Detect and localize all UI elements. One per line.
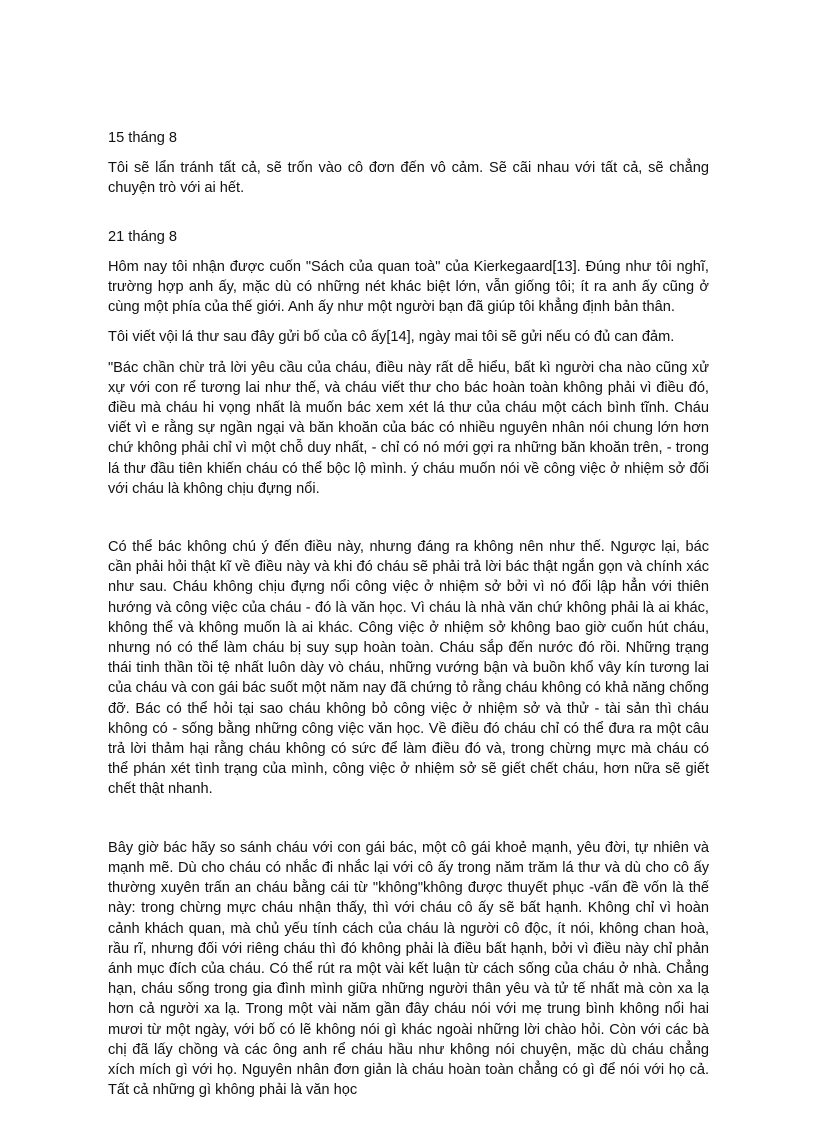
entry-spacer [108, 209, 709, 227]
letter-paragraph: Bây giờ bác hãy so sánh cháu với con gái bác, một cô gái khoẻ mạnh, yêu đời, tự nhiên và mạnh mẽ. Dù cho cháu có nhắc đi nhắc lại với cô ấy trong năm trăm lá thư và dù cho cô ấy thường xuyên trấn an cháu bằng cái từ "không"không được thuyết phục -vấn đề vốn là thế này: trong chừng mực cháu nhận thấy, thì với cháu cô ấy sẽ bất hạnh. Không chỉ vì hoàn cảnh khách quan, mà chủ yếu tính cách của cháu là người cô độc, ít nói, không chan hoà, rầu rĩ, nhưng đối với riêng cháu thì đó không phải là điều bất hạnh, bởi vì điều này chỉ phản ánh mục đích của cháu. Có thể rút ra một vài kết luận từ cách sống của cháu ở nhà. Chẳng hạn, cháu sống trong gia đình mình giữa những người thân yêu và tử tế nhất mà còn xa lạ hơn cả người xa lạ. Trong một vài năm gần đây cháu nói với mẹ trung bình không nổi hai mươi từ một ngày, với bố có lẽ không nói gì khác ngoài những lời chào hỏi. Còn với các bà chị đã lấy chồng và các ông anh rể cháu hầu như không nói chuyện, mặc dù cháu chẳng xích mích gì với họ. Nguyên nhân đơn giản là cháu hoàn toàn chẳng có gì để nói với họ cả. Tất cả những gì không phải là văn học [108, 839, 709, 1099]
letter-paragraph: "Bác chần chừ trả lời yêu cầu của cháu, điều này rất dễ hiểu, bất kì người cha nào cũng xử xự với con rể tương lai như thế, và cháu viết thư cho bác hoàn toàn không phải vì điều đó, điều mà cháu hi vọng nhất là muốn bác xem xét lá thư của cháu một cách bình tĩnh. Cháu viết vì e rằng sự ngần ngại và băn khoăn của bác có nhiều nguyên nhân nói chung lớn hơn chứ không phải chỉ vì một chỗ duy nhất, - chỉ có nó mới gợi ra những băn khoăn trên, - trong lá thư đầu tiên khiến cháu có thể bộc lộ mình. ý cháu muốn nói về công việc ở nhiệm sở đối với cháu là không chịu đựng nổi. [108, 359, 709, 497]
paragraph-spacer [108, 810, 709, 838]
paragraph: Tôi sẽ lẩn tránh tất cả, sẽ trốn vào cô đơn đến vô cảm. Sẽ cãi nhau với tất cả, sẽ chẳng chuyện trò với ai hết. [108, 160, 709, 197]
paragraph: Hôm nay tôi nhận được cuốn "Sách của quan toà" của Kierkegaard[13]. Đúng như tôi nghĩ, trường hợp anh ấy, mặc dù có những nét khác biệt lớn, vẫn giống tôi; ít ra anh ấy cũng ở cùng một phía của thế giới. Anh ấy như một người bạn đã giúp tôi khẳng định bản thân. [108, 258, 709, 316]
paragraph: Tôi viết vội lá thư sau đây gửi bố của cô ấy[14], ngày mai tôi sẽ gửi nếu có đủ can đảm. [108, 329, 675, 346]
entry-date-aug-21: 21 tháng 8 [108, 228, 177, 245]
entry-date-aug-15: 15 tháng 8 [108, 130, 177, 146]
document-body [108, 128, 709, 1110]
letter-paragraph: Có thể bác không chú ý đến điều này, nhưng đáng ra không nên như thế. Ngược lại, bác cần phải hỏi thật kĩ về điều này và khi đó cháu sẽ phải trả lời bác thật ngắn gọn và chính xác như sau. Cháu không chịu đựng nổi công việc ở nhiệm sở bởi vì nó đối lập hẳn với thiên hướng và công việc của cháu - đó là văn học. Vì cháu là nhà văn chứ không phải là ai khác, không thể và không muốn là ai khác. Công việc ở nhiệm sở không bao giờ cuốn hút cháu, nhưng nó có thể làm cháu bị suy sụp hoàn toàn. Cháu sắp đến nước đó rồi. Những trạng thái tinh thần tồi tệ nhất luôn dày vò cháu, những vướng bận và buồn khổ vây kín tương lai của cháu và con gái bác suốt một năm nay đã chứng tỏ rằng cháu không có khả năng chống đỡ. Bác có thể hỏi tại sao cháu không bỏ công việc ở nhiệm sở và thử - tài sản thì cháu không có - sống bằng những công việc văn học. Về điều đó cháu chỉ có thể đưa ra một câu trả lời thảm hại rằng cháu không có sức để làm điều đó và, trong chừng mực mà cháu có thể phán xét tình trạng của mình, công việc ở nhiệm sở sẽ giết chết cháu, hơn nữa sẽ giết chết thật nhanh. [108, 539, 709, 798]
paragraph-spacer [108, 509, 709, 537]
